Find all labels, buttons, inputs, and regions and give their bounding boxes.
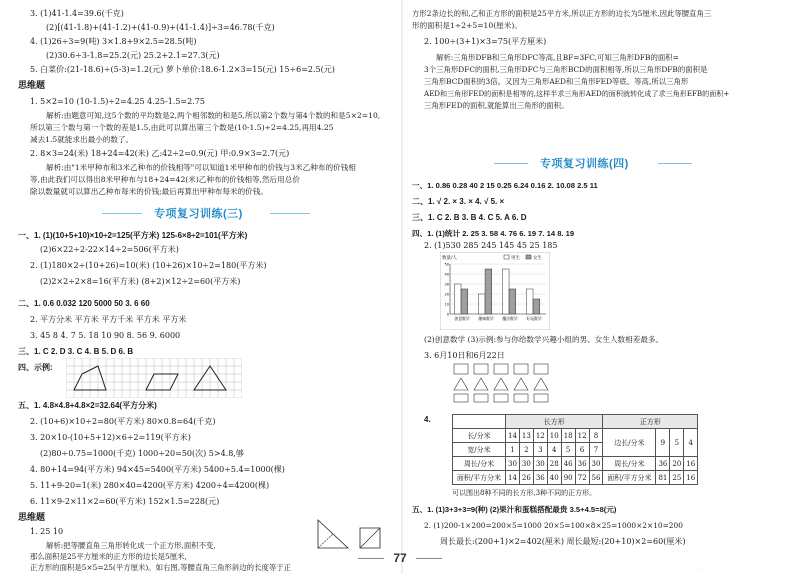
table-header-rectangle: 长方形 <box>506 415 603 429</box>
footer-mark: ... <box>700 566 704 571</box>
explanation-line: AED和三角形FED的面积是相等的,这样半求三角形AED的面积就转化成了求三角形EFB的面积+ <box>424 89 730 98</box>
answer-line: 4. 80+14=94(平方米) 94×45=5400(平方米) 5400÷5.4=1000(棵) <box>30 465 285 474</box>
triangle-square-figure <box>314 516 386 552</box>
answer-line: 一、1. (1)(10+5+10)×10÷2=125(平方米) 125-6×8÷2=101(平方米) <box>18 231 248 240</box>
table-cell: 14 <box>506 471 520 485</box>
section-title: 专项复习训练(三) <box>154 208 243 220</box>
title-rule-right <box>658 163 692 164</box>
answer-line: 二、1. √ 2. × 3. × 4. √ 5. × <box>412 197 505 206</box>
explanation-line: 解析:三角形DFB和三角形DFC等高,且BF=3FC,可知三角形DFB的面积= <box>436 53 679 62</box>
section-heading: 思维题 <box>18 512 46 522</box>
table-note: 可以围出8种不同的长方形,3种不同的正方形。 <box>452 489 597 497</box>
explanation-line: 解析:由"1米甲种布和3米乙种布的价钱相等"可以知道1米甲种布的价钱与3米乙种布的价钱相 <box>46 163 356 172</box>
explanation-line: 所以第三个数与第一个数的差是1.5,由此可以算出第三个数是(10-1.5)÷2=4.25,再用4.25 <box>30 123 334 132</box>
table-cell: 30 <box>533 457 547 471</box>
title-rule-right <box>270 213 310 214</box>
table-cell: 40 <box>547 471 561 485</box>
row-label: 周长/分米 <box>453 457 506 471</box>
table-cell: 1 <box>506 443 520 457</box>
table-cell: 12 <box>575 429 589 443</box>
y-tick-label: 50 <box>444 262 449 267</box>
table-cell: 8 <box>589 429 603 443</box>
answer-line: 2. (1)530 285 245 145 45 25 185 <box>424 241 558 250</box>
explanation-line: 解析:由题意可知,这5个数的平均数是2,两个相邻数的和是5,所以第2个数与第4个数的和是5×2=10, <box>46 111 381 120</box>
answer-line: (2)80÷0.75=1000(千克) 1000÷20=50(次) 5>4.8,够 <box>40 449 244 458</box>
table-cell: 28 <box>547 457 561 471</box>
table-cell: 10 <box>547 429 561 443</box>
row-label: 周长/分米 <box>603 457 656 471</box>
table-row <box>453 471 698 485</box>
x-tick-label: 创意数学 <box>454 316 470 321</box>
answer-line: (2)6×22÷2-22×14÷2=506(平方米) <box>40 245 179 254</box>
bar-female <box>509 289 516 314</box>
table-cell: 30 <box>506 457 520 471</box>
table-header-square: 正方形 <box>603 415 698 429</box>
x-tick-label: 趣味数学 <box>478 316 494 321</box>
answer-line: 6. 11×9-2×11×2=60(平方米) 152×1.5=228(元) <box>30 497 220 506</box>
answer-line: 5. 白菜价:(21-18.6)÷(5-3)=1.2(元) 萝卜单价:18.6-1.2×3=15(元) 15÷6=2.5(元) <box>30 65 335 74</box>
table-corner <box>453 415 506 429</box>
shape-table <box>452 414 698 485</box>
bar-male <box>478 294 485 314</box>
answer-line: 周长最长:(200+1)×2=402(厘米) 周长最短:(20+10)×2=60(厘米) <box>440 537 686 546</box>
page-number: 77 <box>393 551 407 565</box>
answer-line: 五、1. (1)3+3+3=9(种) (2)果汁和蛋糕搭配最贵 3.5+4.5=8(元) <box>412 505 617 514</box>
answer-line: (2)30.6÷3-1.8=25.2(元) 25.2+2.1=27.3(元) <box>46 51 220 60</box>
table-cell: 36 <box>656 457 670 471</box>
table-cell: 2 <box>519 443 533 457</box>
table-cell: 16 <box>684 471 698 485</box>
y-axis-label: 数量/人 <box>442 256 458 261</box>
answer-line: 一、1. 0.86 0.28 40 2 15 0.25 6.24 0.16 2. 10.08 2.5 11 <box>412 181 598 190</box>
answer-line: 五、1. 4.8×4.8+4.8×2=32.64(平方分米) <box>18 401 157 410</box>
answer-line: 三、1. C 2. D 3. C 4. B 5. D 6. B <box>18 347 134 356</box>
y-tick-label: 10 <box>444 302 449 307</box>
row-label: 面积/平方分米 <box>603 471 656 485</box>
answer-line: 四、1. (1)统计 2. 25 3. 58 4. 76 6. 19 7. 14 8. 19 <box>412 229 575 238</box>
row-label: 边长/分米 <box>603 429 656 457</box>
y-tick-label: 40 <box>444 272 449 277</box>
pattern-figure <box>452 360 556 406</box>
table-cell: 18 <box>561 429 575 443</box>
y-tick-label: 0 <box>446 312 449 317</box>
answer-line: 四、示例: <box>18 363 53 372</box>
explanation-line: 除以数量就可以算出乙种布每米的价钱;最后再算出甲种布每米的价钱。 <box>30 187 268 196</box>
table-cell: 25 <box>670 471 684 485</box>
y-tick-label: 20 <box>444 292 449 297</box>
table-cell: 72 <box>575 471 589 485</box>
table-cell: 36 <box>533 471 547 485</box>
explanation-line: 三角形FED的面积,就能算出三角形的面积。 <box>424 101 569 110</box>
section-title: 专项复习训练(四) <box>540 158 629 170</box>
table-cell: 3 <box>533 443 547 457</box>
explanation-line: 方形2条边长的和,乙和正方形的面积是25平方米,所以正方形的边长为5厘米,因此等腰直角三 <box>412 9 712 18</box>
table-cell: 56 <box>589 471 603 485</box>
table-cell: 9 <box>656 429 670 457</box>
bar-male <box>454 284 461 314</box>
answer-line: 2. 100÷(3+1)×3=75(平方厘米) <box>424 37 547 46</box>
bar-female <box>461 289 468 314</box>
answer-line: 三、1. C 2. B 3. B 4. C 5. A 6. D <box>412 213 527 222</box>
explanation-line: 等,由此我们可以得出8米甲种布与18+24=42(米)乙种布的价钱相等,然后用总价 <box>30 175 300 184</box>
table-cell: 46 <box>561 457 575 471</box>
title-rule-left <box>494 163 528 164</box>
explanation-line: 3个三角形DFC的面积,三角形DFC与三角形BCD的面积相等,所以三角形DFB的面积是 <box>424 65 708 74</box>
explanation-line: 形的面积是1÷2+5=10(厘米)。 <box>412 21 522 30</box>
answer-line: 1. 25 10 <box>30 527 64 536</box>
table-row <box>453 457 698 471</box>
answer-line: 2. (1)180×2÷(10+26)=10(米) (10+26)×10÷2=180(平方米) <box>30 261 267 270</box>
bar-female <box>533 299 540 314</box>
table-row <box>453 429 698 443</box>
answer-line: 1. 5×2=10 (10-1.5)÷2=4.25 4.25-1.5=2.75 <box>30 97 205 106</box>
table-cell: 81 <box>656 471 670 485</box>
legend-label-female: 女生 <box>533 256 542 261</box>
answer-line: 2. (10+6)×10÷2=80(平方米) 80×0.8=64(千克) <box>30 417 216 426</box>
y-tick-label: 30 <box>444 282 449 287</box>
explanation-line: 三角形BCD面积的3倍。又因为三角形AED和三角形FED等底、等高,所以三角形 <box>424 77 689 86</box>
grid-drawing-example <box>66 358 242 398</box>
answer-line: 4. (1)26÷3=9(吨) 3×1.8+9×2.5=28.5(吨) <box>30 37 197 46</box>
table-cell: 14 <box>506 429 520 443</box>
title-rule-left <box>102 213 142 214</box>
table-cell: 6 <box>575 443 589 457</box>
row-label: 面积/平方分米 <box>453 471 506 485</box>
answer-line: 3. 45 8 4. 7 5. 18 10 90 8. 56 9. 6000 <box>30 331 181 340</box>
section-heading: 思维题 <box>18 80 46 90</box>
explanation-line: 减去1.5就能求出最小的数了。 <box>30 135 134 144</box>
answer-line: (2)[(41-1.8)+(41-1.2)+(41-0.9)+(41-1.4)]÷3=46.78(千克) <box>46 23 275 32</box>
table-cell: 30 <box>519 457 533 471</box>
bar-male <box>526 289 533 314</box>
x-tick-label: 魔法数学 <box>502 316 518 321</box>
explanation-line: 正方形的面积是5×5=25(平方厘米)。如右图,等腰直角三角形斜边的长度等于正 <box>30 563 292 572</box>
answer-line: 2. 平方分米 平方米 平方千米 平方米 平方米 <box>30 315 187 324</box>
x-tick-label: 好玩数学 <box>526 316 542 321</box>
table-cell: 5 <box>561 443 575 457</box>
page-number-rule-right <box>416 558 442 559</box>
explanation-line: 那么面积是25平方厘米的正方形的边长是5厘米, <box>30 552 187 561</box>
answer-line: 2. 8×3=24(米) 18+24=42(米) 乙:42÷2=0.9(元) 甲:0.9×3=2.7(元) <box>30 149 290 158</box>
table-cell: 4 <box>684 429 698 457</box>
row-label: 长/分米 <box>453 429 506 443</box>
answer-line: 2. (1)200-1×200=200×5=1000 20×5=100×8×25=1000×2×10=200 <box>424 521 683 530</box>
table-cell: 20 <box>670 457 684 471</box>
table-cell: 12 <box>533 429 547 443</box>
legend-swatch-female <box>526 255 531 259</box>
table-cell: 4 <box>547 443 561 457</box>
row-label: 宽/分米 <box>453 443 506 457</box>
table-cell: 7 <box>589 443 603 457</box>
answer-line: 3. (1)41-1.4=39.6(千克) <box>30 9 124 18</box>
page-gutter <box>401 0 403 574</box>
table-cell: 16 <box>684 457 698 471</box>
explanation-line: 解析:把等腰直角三角形转化成一个正方形,面积不变, <box>46 541 216 550</box>
legend-swatch-male <box>504 255 509 259</box>
section-number: 4. <box>424 415 431 424</box>
legend-label-male: 男生 <box>511 256 520 261</box>
answer-line: (2)2×2÷2×8=16(平方米) (8+2)×12÷2=60(平方米) <box>40 277 241 286</box>
answer-line: (2)创意数学 (3)示例:参与你给数学兴趣小组的男、女生人数相差最多。 <box>424 335 664 344</box>
answer-line: 二、1. 0.6 0.032 120 5000 50 3. 6 60 <box>18 299 150 308</box>
answer-line: 3. 20×10-(10+5+12)×6÷2=119(平方米) <box>30 433 191 442</box>
bar-chart <box>440 252 550 330</box>
answer-line: 5. 11+9-20=1(米) 280×40=4200(平方米) 4200÷4=4200(棵) <box>30 481 270 490</box>
bar-female <box>485 269 492 314</box>
table-cell: 90 <box>561 471 575 485</box>
table-cell: 30 <box>589 457 603 471</box>
table-cell: 5 <box>670 429 684 457</box>
answer-line: 3. 6月10日和6月22日 <box>424 351 505 360</box>
table-cell: 36 <box>575 457 589 471</box>
table-cell: 13 <box>519 429 533 443</box>
bar-male <box>502 269 509 314</box>
table-cell: 26 <box>519 471 533 485</box>
